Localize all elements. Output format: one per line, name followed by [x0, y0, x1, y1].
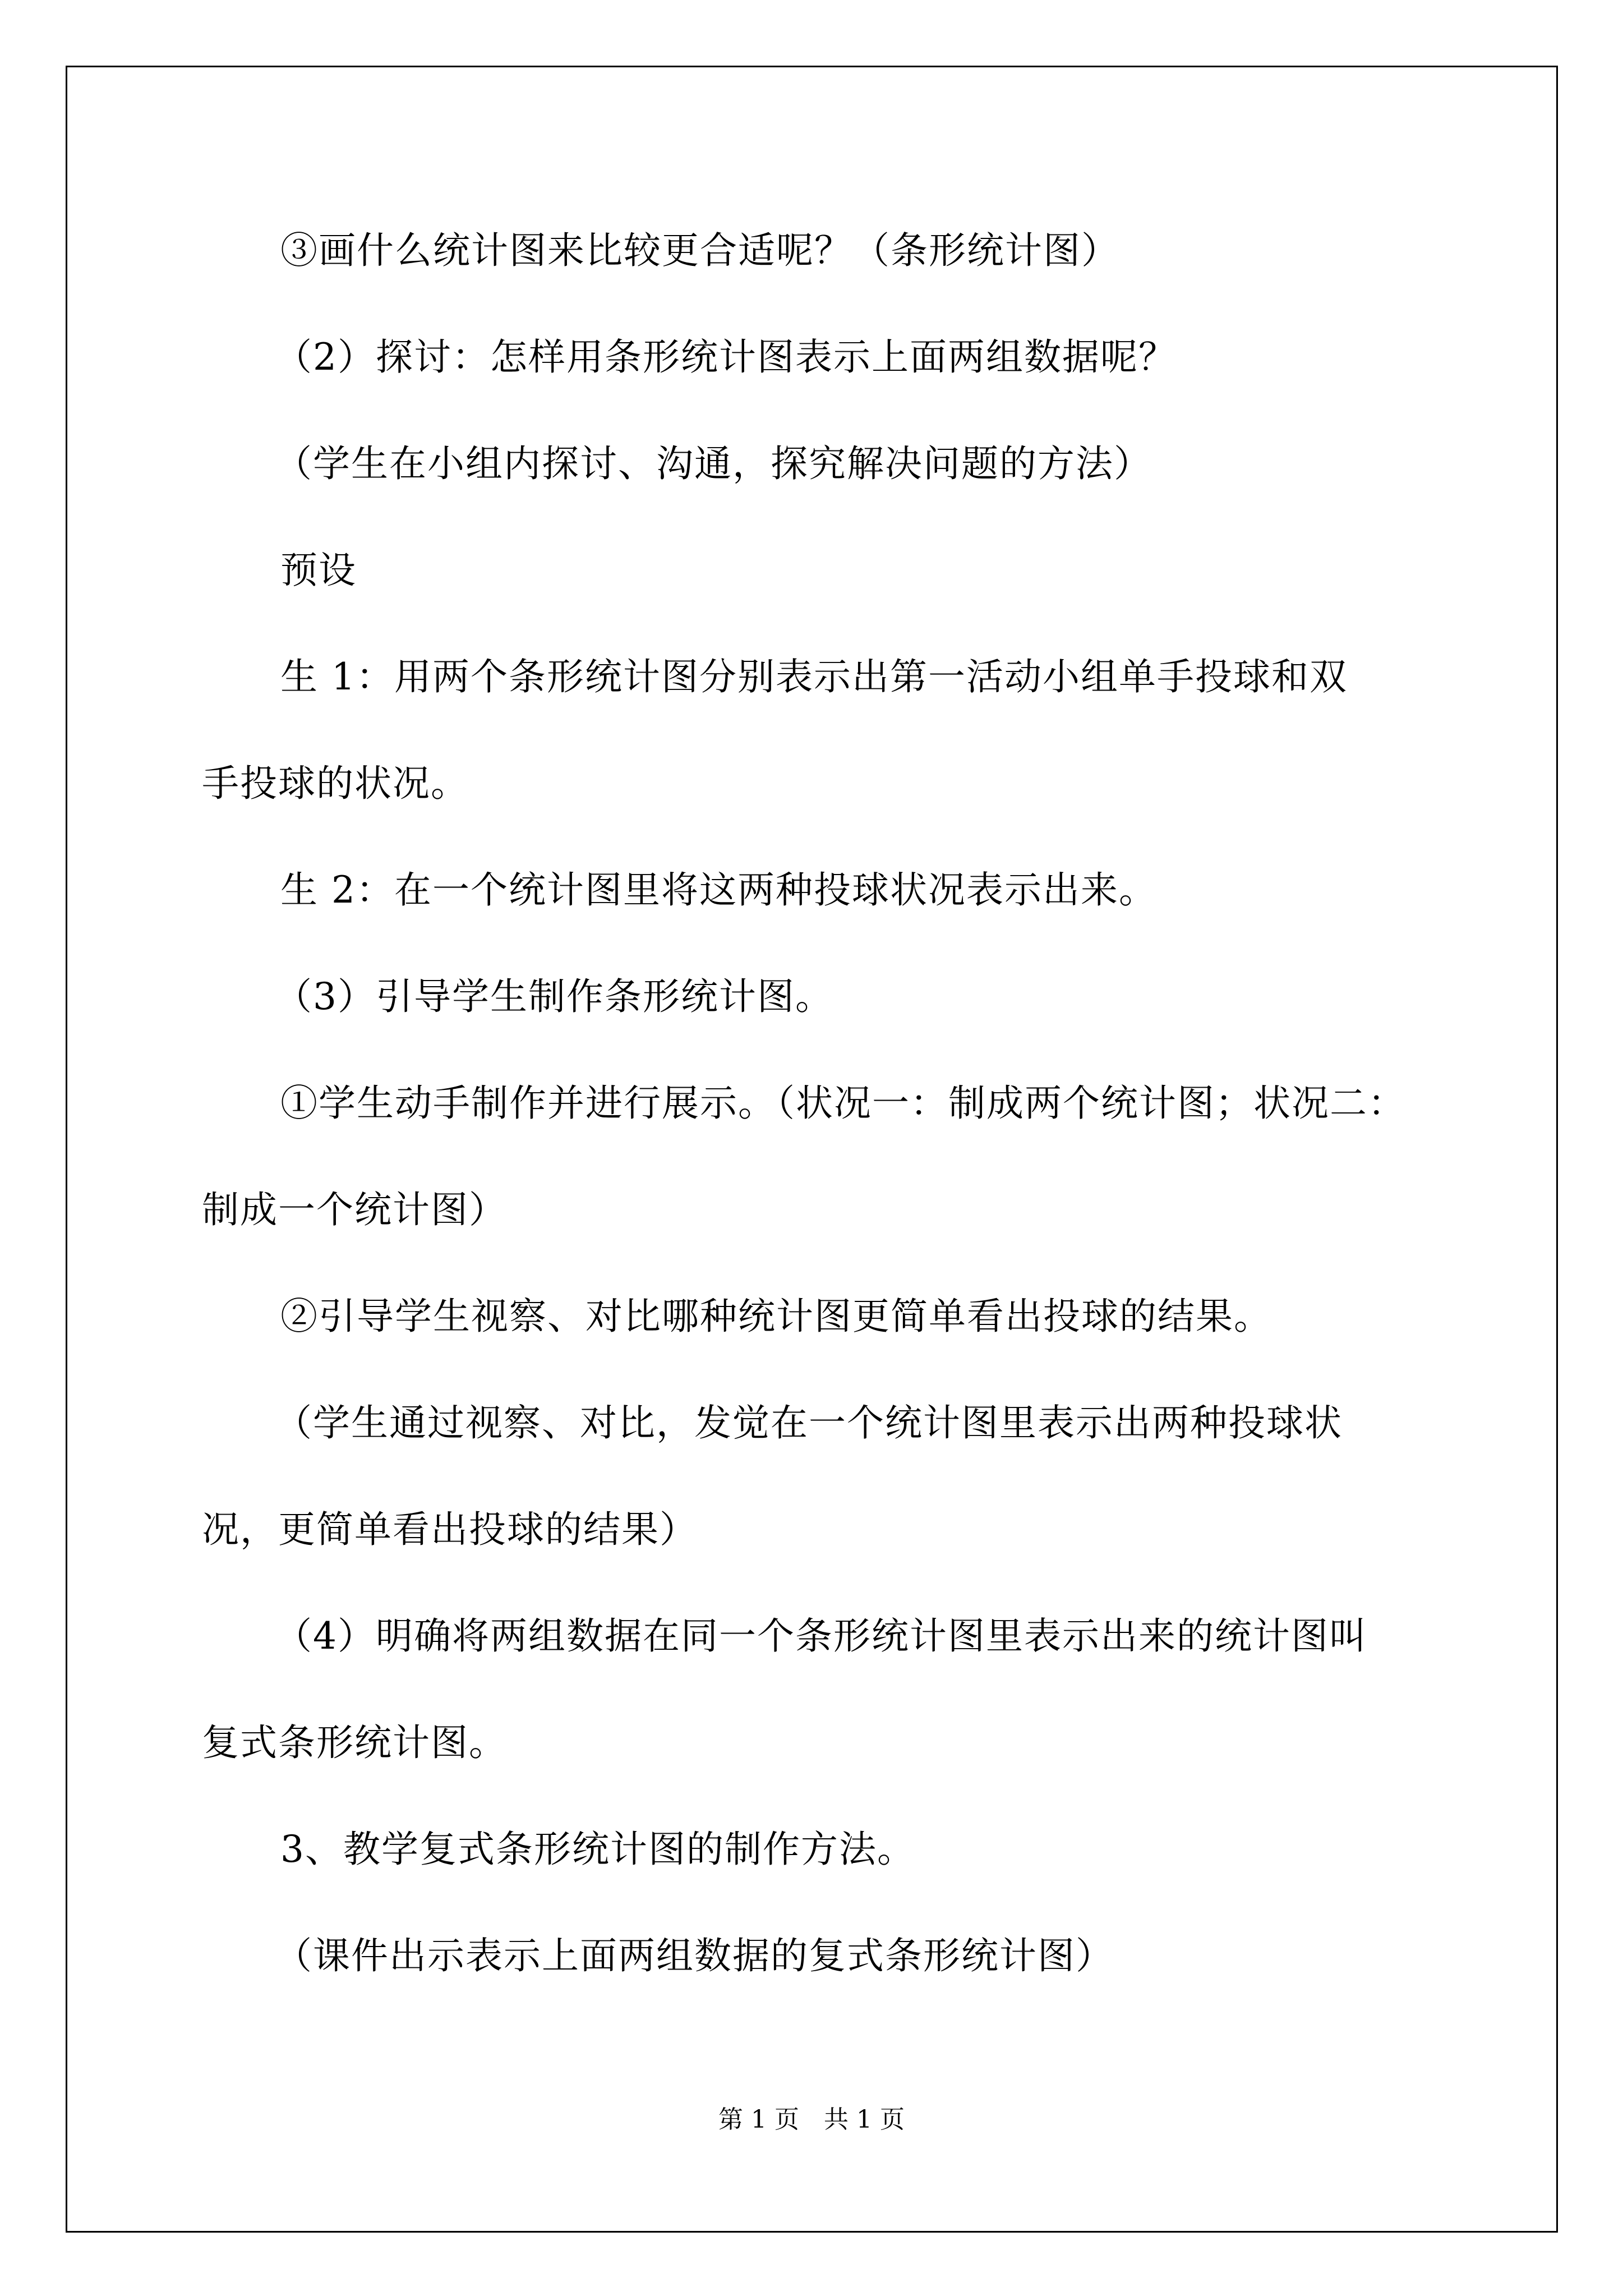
text-line-1: ③画什么统计图来比较更合适呢？（条形统计图） — [280, 229, 1119, 272]
text-line-7: 生 2：在一个统计图里将这两种投球状况表示出来。 — [280, 868, 1157, 912]
text-line-13: 况，更简单看出投球的结果） — [202, 1508, 698, 1551]
text-line-5: 生 1：用两个条形统计图分别表示出第一活动小组单手投球和双 — [280, 655, 1348, 698]
text-line-14: （4）明确将两组数据在同一个条形统计图里表示出来的统计图叫 — [275, 1614, 1367, 1658]
text-line-9: ①学生动手制作并进行展示。（状况一：制成两个统计图；状况二： — [280, 1082, 1406, 1125]
page-footer: 第 1 页 共 1 页 — [718, 2105, 905, 2134]
text-line-10: 制成一个统计图） — [202, 1188, 507, 1231]
text-line-11: ②引导学生视察、对比哪种统计图更简单看出投球的结果。 — [280, 1295, 1272, 1338]
page-border — [66, 66, 1558, 2233]
text-line-4: 预设 — [280, 549, 357, 592]
text-line-16: 3、教学复式条形统计图的制作方法。 — [280, 1828, 915, 1871]
text-line-2: （2）探讨：怎样用条形统计图表示上面两组数据呢？ — [275, 335, 1177, 379]
text-line-15: 复式条形统计图。 — [202, 1721, 507, 1764]
text-line-3: （学生在小组内探讨、沟通，探究解决问题的方法） — [275, 442, 1152, 485]
text-line-12: （学生通过视察、对比，发觉在一个统计图里表示出两种投球状 — [275, 1401, 1343, 1444]
text-line-6: 手投球的状况。 — [202, 762, 469, 805]
text-line-8: （3）引导学生制作条形统计图。 — [275, 975, 833, 1018]
text-line-17: （课件出示表示上面两组数据的复式条形统计图） — [275, 1934, 1114, 1977]
